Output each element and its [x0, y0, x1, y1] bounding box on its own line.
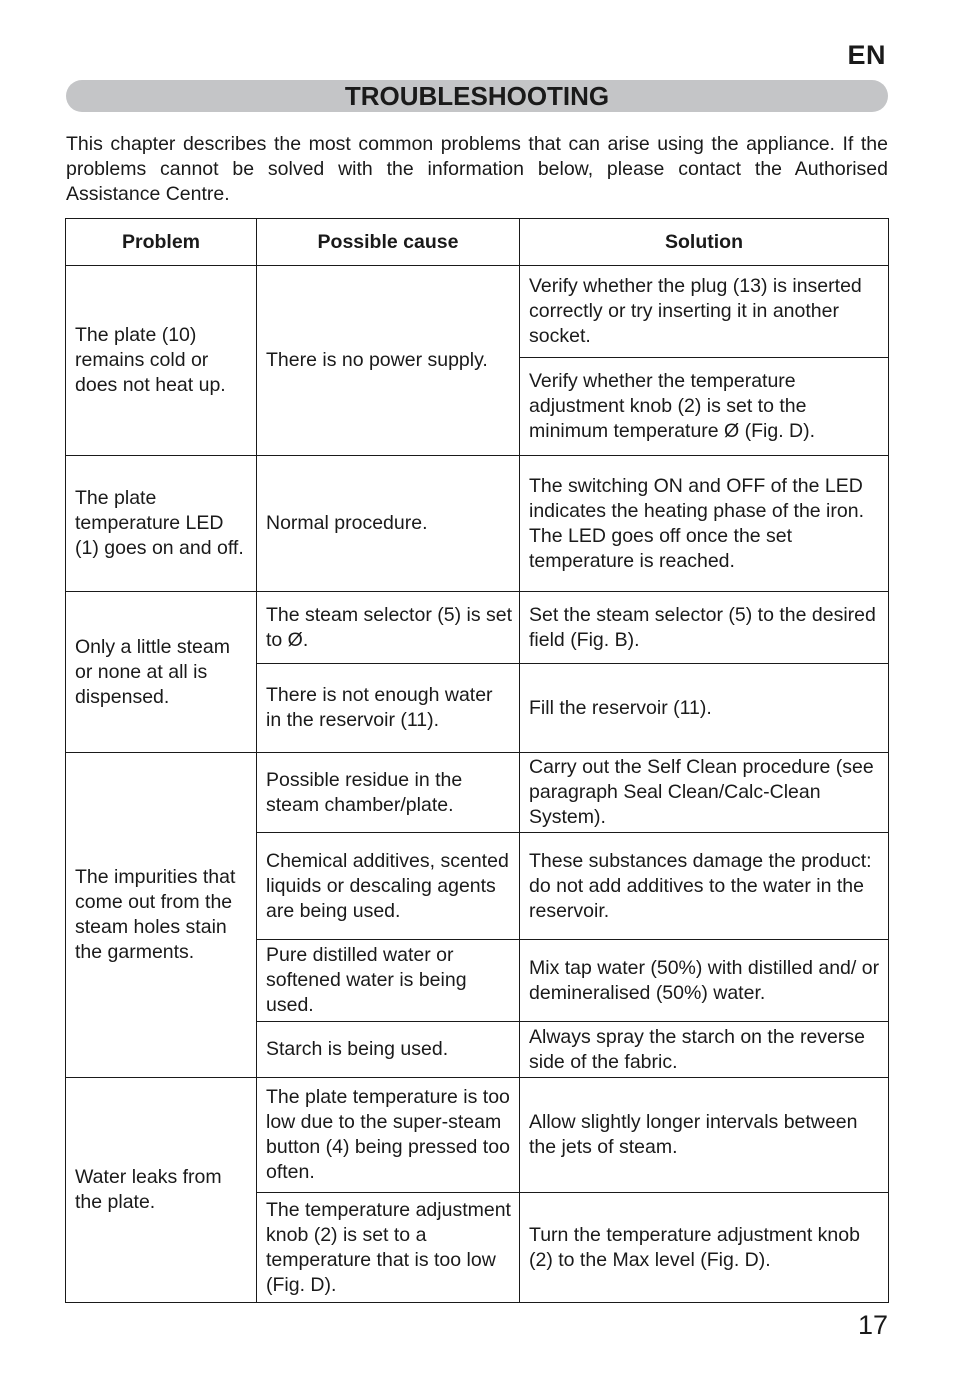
- problem-cell: The impurities that come out from the steam holes stain the garments.: [66, 753, 257, 1078]
- solution-cell: Verify whether the plug (13) is inserted correctly or try inserting it in another socket.: [520, 266, 889, 358]
- table-row: [66, 456, 889, 592]
- solution-cell: Set the steam selector (5) to the desired field (Fig. B).: [520, 592, 889, 664]
- solution-cell: Carry out the Self Clean procedure (see paragraph Seal Clean/Calc-Clean System).: [520, 753, 889, 833]
- table-row: [66, 1078, 889, 1193]
- problem-cell: The plate (10) remains cold or does not heat up.: [66, 266, 257, 456]
- cause-cell: Possible residue in the steam chamber/plate.: [257, 753, 520, 833]
- table-row: [66, 266, 889, 358]
- problem-cell: The plate temperature LED (1) goes on and off.: [66, 456, 257, 592]
- cause-cell: Chemical additives, scented liquids or descaling agents are being used.: [257, 833, 520, 940]
- troubleshooting-table: [65, 218, 889, 1303]
- cause-cell: There is not enough water in the reservoir (11).: [257, 664, 520, 753]
- cause-cell: Starch is being used.: [257, 1022, 520, 1078]
- table-row: [66, 592, 889, 664]
- solution-cell: The switching ON and OFF of the LED indicates the heating phase of the iron. The LED goes off once the set temperature is reached.: [520, 456, 889, 592]
- solution-cell: Mix tap water (50%) with distilled and/ or demineralised (50%) water.: [520, 940, 889, 1022]
- cause-cell: Normal procedure.: [257, 456, 520, 592]
- cause-cell: Pure distilled water or softened water is being used.: [257, 940, 520, 1022]
- solution-cell: These substances damage the product: do not add additives to the water in the reservoir.: [520, 833, 889, 940]
- solution-cell: Verify whether the temperature adjustment knob (2) is set to the minimum temperature Ø (Fig. D).: [520, 358, 889, 456]
- problem-cell: Water leaks from the plate.: [66, 1078, 257, 1303]
- solution-cell: Always spray the starch on the reverse side of the fabric.: [520, 1022, 889, 1078]
- header-solution: Solution: [520, 219, 889, 266]
- page-number: 17: [857, 1310, 888, 1340]
- cause-cell: The temperature adjustment knob (2) is set to a temperature that is too low (Fig. D).: [257, 1193, 520, 1303]
- problem-cell: Only a little steam or none at all is dispensed.: [66, 592, 257, 753]
- header-problem: Problem: [66, 219, 257, 266]
- language-code: EN: [847, 40, 886, 70]
- header-possible-cause: Possible cause: [257, 219, 520, 266]
- solution-cell: Fill the reservoir (11).: [520, 664, 889, 753]
- cause-cell: The steam selector (5) is set to Ø.: [257, 592, 520, 664]
- section-title: TROUBLESHOOTING: [66, 80, 888, 112]
- table-row: [66, 753, 889, 833]
- solution-cell: Turn the temperature adjustment knob (2) to the Max level (Fig. D).: [520, 1193, 889, 1303]
- cause-cell: The plate temperature is too low due to the super-steam button (4) being pressed too often.: [257, 1078, 520, 1193]
- cause-cell: There is no power supply.: [257, 266, 520, 456]
- solution-cell: Allow slightly longer intervals between the jets of steam.: [520, 1078, 889, 1193]
- intro-paragraph: This chapter describes the most common problems that can arise using the appliance. If the problems cannot be solved with the information below, please contact the Authorised Assistance Centre.: [66, 133, 888, 205]
- table-header-row: [66, 219, 889, 266]
